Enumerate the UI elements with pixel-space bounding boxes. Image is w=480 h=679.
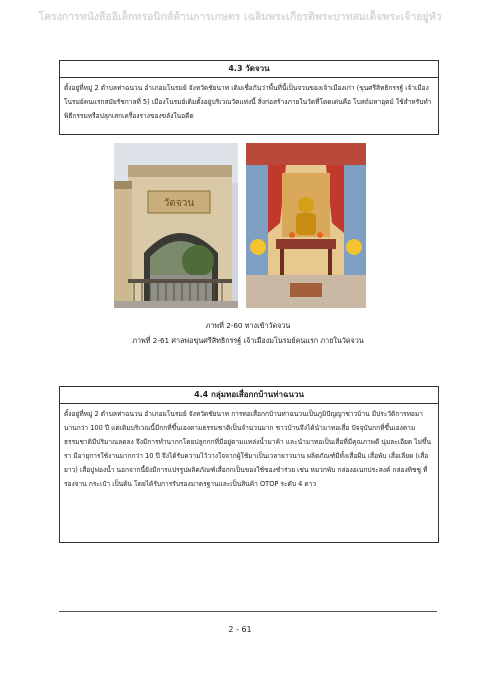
section-mat-body: ตั้งอยู่ที่หมู่ 2 ตำบลท่าฉนวน อำเภอมโนรมย์ จังหวัดชัยนาท การทอเสื่อกกบ้านท่าฉนวนเป็นภูมิปัญญาชาวบ้าน มีประวัติการทอมานานกว่า 100 ปี แต่เดิมบริเวณนี้มีกกที่ขึ้นเองตามธรรมชาติเป็นจำนวนมาก ชาวบ้านจึงได้นำมาทอเสื่อ ปัจจุบันกกที่ขึ้นเองตามธรรมชาติมีปริมาณลดลง จึงมีการทำนากกโดยปลูกกกที่มีอยู่ตามแหล่งน้ำมาค้า และนำมาทอเป็นเสื่อที่มีคุณภาพดี นุ่มละเอียด ไม่ขึ้นรา มีอายุการใช้งานมากกว่า 10 ปี จึงได้รับความไว้วางใจจากผู้ใช้มาเป็นเวลายาวนาน ผลิตภัณฑ์มีทั้งเสื่อผืน เสื่อพับ เสื่อเลียด (เสื่อยาว) เสื่อปูฟองน้ำ นอกจากนี้ยังมีการแปรรูปผลิตภัณฑ์เสื่อกกเป็นของใช้ของชำร่วย เช่น หมวกพับ กล่องอเนกประสงค์ กล่องทิชชู ที่รองจาน กระเป๋า เป็นต้น โดยได้รับการรับรองมาตรฐานและเป็นสินค้า OTOP ระดับ 4 ดาว bbox=[64, 410, 431, 488]
footer-divider bbox=[59, 611, 437, 612]
figure-caption-1: ภาพที่ 2-60 ทางเข้าวัดจวน bbox=[205, 321, 291, 330]
section-mat-box bbox=[59, 386, 439, 543]
section-temple-title: 4.3 วัดจวน bbox=[60, 61, 438, 78]
gate-sign-text: วัดจวน bbox=[163, 198, 195, 209]
temple-gate-photo bbox=[114, 143, 238, 308]
page-number: 2 - 61 bbox=[228, 625, 252, 634]
figure-caption-2: ภาพที่ 2-61 ศาลพ่อขุนศรีสิทธิกรรฐ์ เจ้าเมืองมโนรมย์คนแรก ภายในวัดจวน bbox=[132, 336, 364, 345]
temple-gate-image bbox=[114, 143, 238, 308]
header-watermark: โครงการหนังสืออิเล็กทรอนิกส์ด้านการเกษตร เฉลิมพระเกียรติพระบาทสมเด็จพระเจ้าอยู่หัว bbox=[38, 11, 442, 23]
section-temple-body: ตั้งอยู่ที่หมู่ 2 ตำบลท่าฉนวน อำเภอมโนรมย์ จังหวัดชัยนาท เดิมเชื่อกันว่าพื้นที่นี้เป็นจวนของเจ้าเมืองเก่า (ขุนศรีสิทธิกรรฐ์ เจ้าเมืองโนรมย์คนแรกสมัยรัชกาลที่ 5) เมืองโนรมย์เดิมตั้งอยู่บริเวณวัดแห่งนี้ สิ่งก่อสร้างภายในวัดที่โดดเด่นคือ โบสถ์มหาอุตม์ ใช้สำหรับทำพิธีกรรมหรือปลุกเสกเครื่องรางของขลังในอดีต bbox=[64, 84, 432, 120]
shrine-image bbox=[246, 143, 366, 308]
shrine-photo bbox=[246, 143, 366, 308]
section-temple-box bbox=[59, 60, 439, 135]
section-mat-title: 4.4 กลุ่มทอเสื่อกกบ้านท่าฉนวน bbox=[60, 387, 438, 404]
